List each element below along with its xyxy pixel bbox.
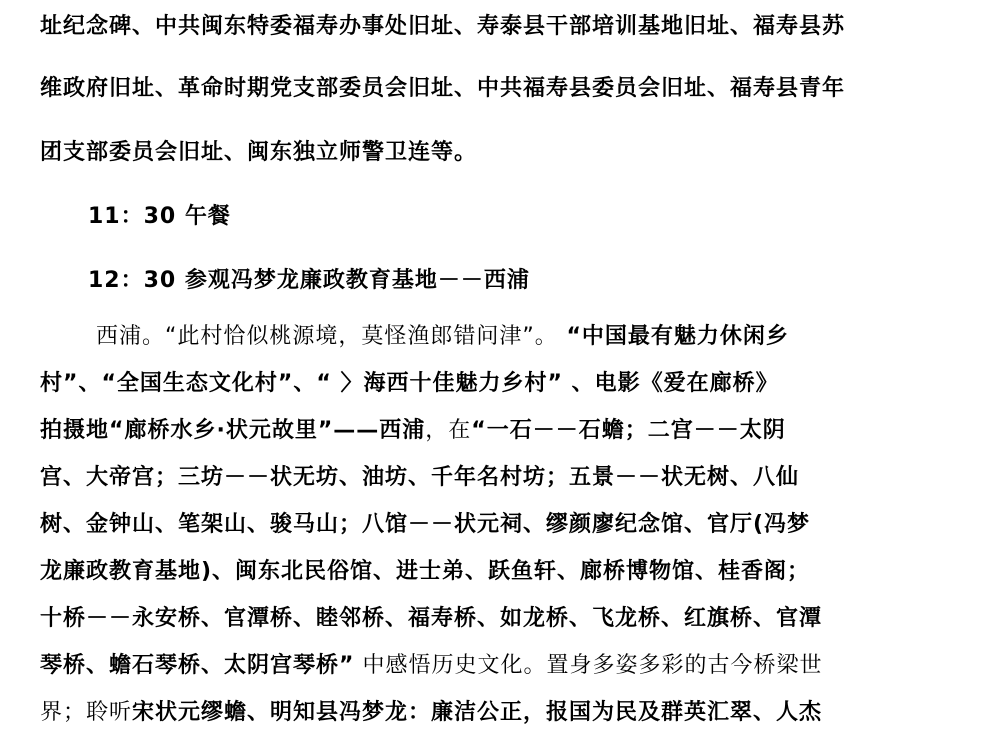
- text-segment: 12：30 参观冯梦龙廉政教育基地－－西浦: [88, 268, 530, 293]
- schedule-line-visit: [88, 266, 530, 296]
- text-segment: 琴桥、蟾石琴桥、太阴宫琴桥”: [40, 653, 355, 678]
- text-line-2: [40, 74, 845, 104]
- text-segment: 村”、“全国生态文化村”、“ 〉海西十佳魅力乡村” 、电影《爱在廊桥》: [40, 371, 779, 396]
- text-segment: ，在: [425, 418, 472, 443]
- schedule-line-lunch: [88, 202, 231, 232]
- text-segment: 界；聆听: [40, 700, 133, 725]
- paragraph-line-7: [40, 604, 822, 634]
- text-segment: 团支部委员会旧址、闽东独立师警卫连等。: [40, 140, 478, 165]
- text-segment: 维政府旧址、革命时期党支部委员会旧址、中共福寿县委员会旧址、福寿县青年: [40, 76, 846, 101]
- paragraph-line-9: [40, 698, 822, 728]
- text-segment: 11：30 午餐: [88, 204, 231, 229]
- text-segment: 十桥－－永安桥、官潭桥、睦邻桥、福寿桥、如龙桥、飞龙桥、红旗桥、官潭: [40, 606, 823, 631]
- paragraph-line-5: [40, 510, 810, 540]
- text-line-3: [40, 138, 477, 168]
- paragraph-line-6: [40, 557, 810, 587]
- text-segment: 宋状元缪蟾、明知县冯梦龙：廉洁公正，报国为民及群英汇翠、人杰: [132, 700, 823, 725]
- text-segment: 树、金钟山、笔架山、骏马山；八馆－－状元祠、缪颜廖纪念馆、官厅(冯梦: [40, 512, 811, 537]
- text-segment: “中国最有魅力休闲乡: [557, 324, 789, 349]
- paragraph-line-3: [40, 416, 786, 446]
- text-segment: 宫、大帝宫；三坊－－状无坊、油坊、千年名村坊；五景－－状无树、八仙: [40, 465, 800, 490]
- paragraph-line-2: [40, 369, 779, 399]
- text-segment: “一石－－石蟾；二宫－－太阴: [471, 418, 786, 443]
- text-segment: 中感悟历史文化。置身多姿多彩的古今桥梁世: [354, 653, 823, 678]
- text-segment: 西浦。“此村恰似桃源境，莫怪渔郎错问津”。: [96, 324, 558, 349]
- text-segment: 龙廉政教育基地)、闽东北民俗馆、进士弟、跃鱼轩、廊桥博物馆、桂香阁；: [40, 559, 811, 584]
- text-segment: 址纪念碑、中共闽东特委福寿办事处旧址、寿泰县干部培训基地旧址、福寿县苏: [40, 14, 846, 39]
- paragraph-line-1: [96, 322, 789, 352]
- text-segment: 拍摄地“廊桥水乡·状元故里”——西浦: [40, 418, 426, 443]
- paragraph-line-8: [40, 651, 822, 681]
- paragraph-line-4: [40, 463, 799, 493]
- text-line-1: [40, 12, 845, 42]
